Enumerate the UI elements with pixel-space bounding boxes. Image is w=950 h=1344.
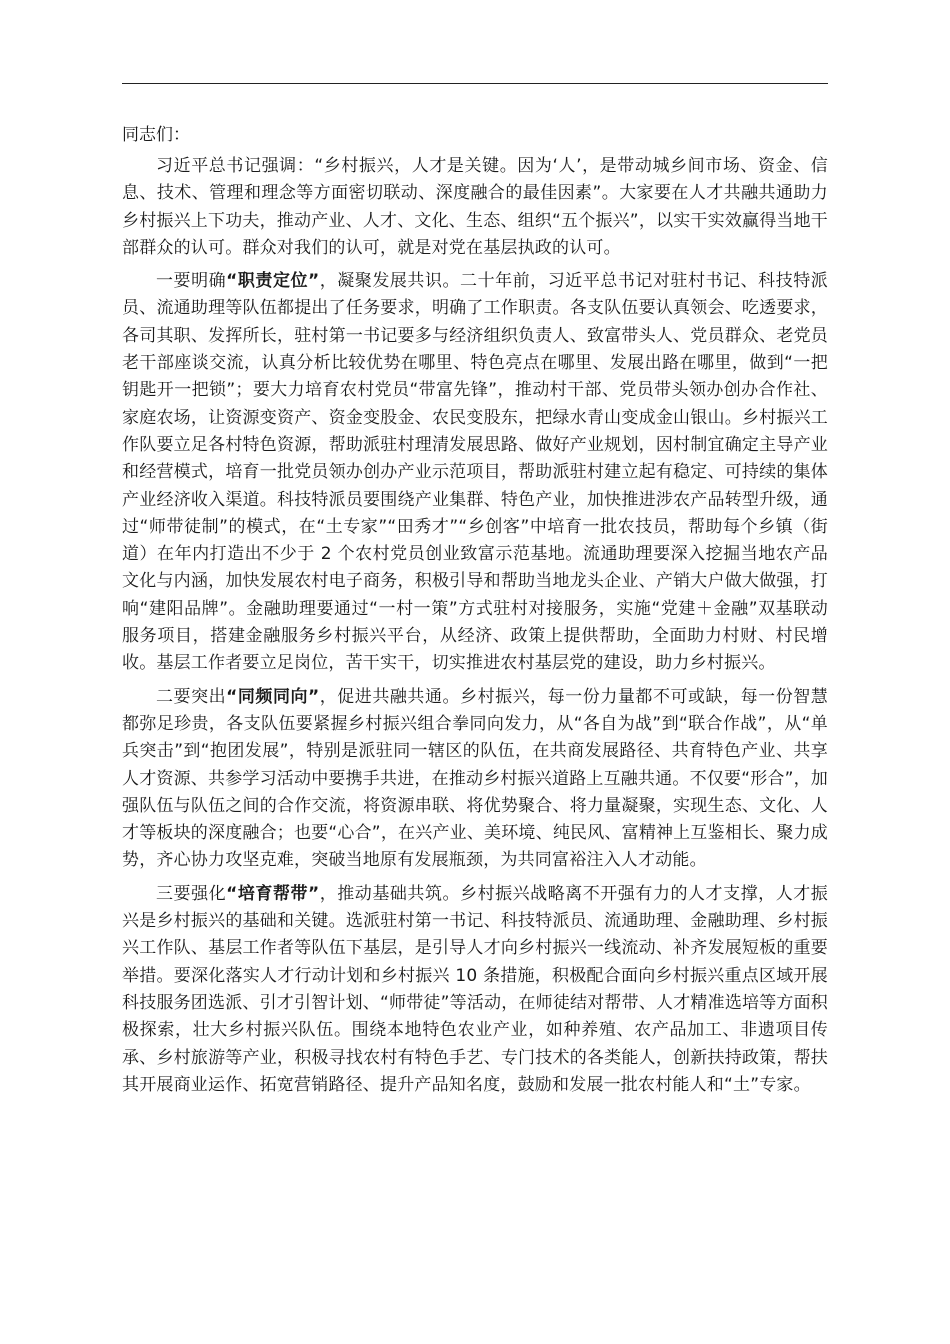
intro-paragraph: 习近平总书记强调：“乡村振兴，人才是关键。因为‘人’，是带动城乡间市场、资金、信息、技术、管理和理念等方面密切联动、深度融合的最佳因素”。大家要在人才共融共通助力乡村振兴上下功夫，推动产业、人才、文化、生态、组织“五个振兴”，以实干实效赢得当地干部群众的认可。群众对我们的认可，就是对党在基层执政的认可。 [122, 156, 829, 258]
section-text: ，凝聚发展共识。二十年前，习近平总书记对驻村书记、科技特派员、流通助理等队伍都提出了任务要求，明确了工作职责。各支队伍要认真领会、吃透要求，各司其职、发挥所长，驻村第一书记要多与经济组织负责人、致富带头人、党员群众、老党员老干部座谈交流，认真分析比较优势在哪里、特色亮点在哪里、发展出路在哪里，做到“一把钥匙开一把锁”；要大力培育农村党员“带富先锋”，推动村干部、党员带头领办创办合作社、家庭农场，让资源变资产、资金变股金、农民变股东，把绿水青山变成金山银山。乡村振兴工作队要立足各村特色资源，帮助派驻村理清发展思路、做好产业规划，因村制宜确定主导产业和经营模式，培育一批党员领办创办产业示范项目，帮助派驻村建立起有稳定、可持续的集体产业经济收入渠道。科技特派员要围绕产业集群、特色产业，加快推进涉农产品转型升级，通过“师带徒制”的模式，在“土专家”“田秀才”“乡创客”中培育一批农技员，帮助每个乡镇（街道）在年内打造出不少于 2 个农村党员创业致富示范基地。流通助理要深入挖掘当地农产品文化与内涵，加快发展农村电子商务，积极引导和帮助当地龙头企业、产销大户做大做强，打响“建阳品牌”。金融助理要通过“一村一策”方式驻村对接服务，实施“党建＋金融”双基联动服务项目，搭建金融服务乡村振兴平台，从经济、政策上提供帮助，全面助力村财、村民增收。基层工作者要立足岗位，苦干实干，切实推进农村基层党的建设，助力乡村振兴。 [122, 271, 828, 674]
section-lead: 一要明确 [156, 271, 227, 292]
section-highlight: “培育帮带” [226, 883, 320, 904]
section-highlight: “职责定位” [226, 271, 320, 292]
document-body [122, 122, 828, 1105]
section-text: ，促进共融共通。乡村振兴，每一份力量都不可或缺，每一份智慧都弥足珍贵，各支队伍要紧握乡村振兴组合拳同向发力，从“各自为战”到“联合作战”，从“单兵突击”到“抱团发展”，特别是派驻同一辖区的队伍，在共商发展路径、共育特色产业、共享人才资源、共参学习活动中要携手共进，在推动乡村振兴道路上互融共通。不仅要“形合”，加强队伍与队伍之间的合作交流，将资源串联、将优势聚合、将力量凝聚，实现生态、文化、人才等板块的深度融合；也要“心合”，在兴产业、美环境、纯民风、富精神上互鉴相长、聚力成势，齐心协力攻坚克难，突破当地原有发展瓶颈，为共同富裕注入人才动能。 [122, 686, 829, 871]
section-highlight: “同频同向” [226, 686, 320, 707]
salutation: 同志们： [122, 125, 190, 145]
section-text: ，推动基础共筑。乡村振兴战略离不开强有力的人才支撑，人才振兴是乡村振兴的基础和关键。选派驻村第一书记、科技特派员、流通助理、金融助理、乡村振兴工作队、基层工作者等队伍下基层，是引导人才向乡村振兴一线流动、补齐发展短板的重要举措。要深化落实人才行动计划和乡村振兴 10 条措施，积极配合面向乡村振兴重点区域开展科技服务团选派、引才引智计划、“师带徒”等活动，在师徒结对帮带、人才精准选培等方面积极探索，壮大乡村振兴队伍。围绕本地特色农业产业，如种养殖、农产品加工、非遗项目传承、乡村旅游等产业，积极寻找农村有特色手艺、专门技术的各类能人，创新扶持政策，帮扶其开展商业运作、拓宽营销路径、提升产品知名度，鼓励和发展一批农村能人和“土”专家。 [122, 883, 829, 1095]
section-lead: 三要强化 [156, 883, 227, 904]
section-paragraph-3 [122, 881, 828, 1099]
header-rule [122, 83, 828, 84]
section-lead: 二要突出 [156, 686, 227, 707]
section-paragraph-2 [122, 684, 828, 875]
section-paragraph-1 [122, 268, 828, 677]
